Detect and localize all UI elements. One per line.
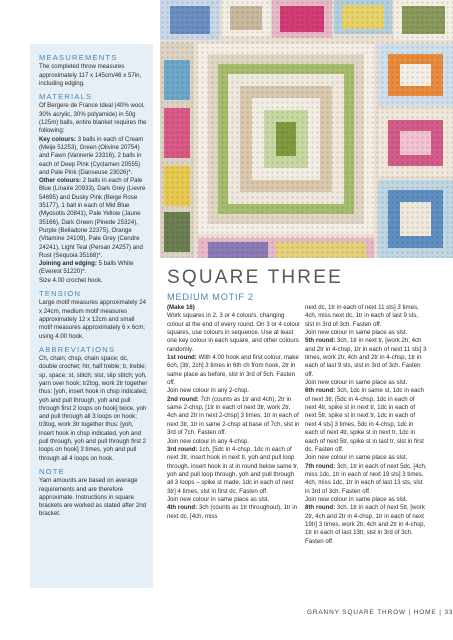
note-text: Yarn amounts are based on average requirements and are therefore approximate. Instructions in square brackets are worked as stated after 2nd bracket. [39, 477, 147, 518]
pattern-info-sidebar [30, 44, 153, 588]
instructions-column-2 [305, 304, 427, 546]
round-5: 5th round: 3ch, 1tr in next tr, [work 2tr, 4ch and 2tr in 4-chsp, 1tr in each of next 11 sts] 3 times, work 2tr, 4ch and 2tr in 4-chsp, 1tr in each of last 9 sts, slst in 3rd of 3ch. Fasten off. [305, 337, 427, 378]
abbreviations-heading: ABBREVIATIONS [39, 344, 116, 354]
round-8: 8th round: 3ch, 1tr in each of next 5tr, [work 2tr, 4ch and 2tr in 4-chsp, 1tr in each of next 19tr] 3 times, work 2tr, 4ch and 2tr in 4-chsp, 1tr in each of last 13tr, slst in 3rd of 3ch. [305, 504, 426, 537]
round-7: 7th round: 3ch, 1tr in each of next 5dc, [4ch, miss 1dc, 1tr in each of next 19 sts] 3 times, 4ch, miss 1dc, 1tr in each of last 13 sts, slst in 3rd of 3ch. Fasten off. [305, 462, 427, 495]
joining-label: Joining and edging: [39, 260, 97, 268]
measurements-text: The completed throw measures approximately 117 x 145cm/46 x 57in, including edging. [39, 63, 142, 87]
key-colours-text: 3 balls in each of Cream (Meije 51253), Green (Olivine 20754) and Fawn (Vannerie 23316), 2 balls in each of Deep Pink (Cyclamen 20555) and Pale Pink (Danseuse 23026)*. [39, 135, 144, 176]
other-colours-text: 2 balls in each of Pale Blue (Linaire 20933), Dark Grey (Lievre 54695) and Dusky Pink (Beige Rose 35177), 1 ball in each of Mid Blue (Myosotis 20841), Pale Yellow (Jaune 35166), Dark Green (Pinede 25324), Purple (Belladone 22375), Orange (Vitamine 24109), Pale Grey (Cendre 24241), Light Teal (Persan 24257) and Rust (Sequoia 35168)*. [39, 177, 146, 259]
article-subtitle: MEDIUM MOTIF 2 [167, 292, 254, 302]
article-title: SQUARE THREE [167, 267, 343, 288]
join-instruction: Join new colour in any 4-chsp. [167, 437, 249, 445]
round-3: 3rd round: 1ch, [5dc in 4-chsp, 1dc in each of next 3tr, insert hook in next tr, yoh and pull loop through, insert hook in st in round below same tr, yoh and pull loop through, yoh and pull through all 3 loops – spike st made, 1dc in each of next 3tr] 4 times, slst in first dc. Fasten off. [167, 445, 299, 495]
tension-text: Large motif measures approximately 24 x 24cm, medium motif measures approximately 12 x 12cm and small motif measures approximately 6 x 6cm; using 4.00 hook. [39, 299, 147, 340]
join-instruction: Join new colour in same place as slst. [305, 379, 408, 387]
note-heading: NOTE [39, 466, 65, 476]
round-1: 1st round: With 4.00 hook and first colour, make 6ch, [3tr, 2ch] 3 times in 6th ch from hook, 2tr in same place as before, slst in 3rd of 5ch. Fasten off. [167, 354, 299, 387]
fasten-off: Fasten off. [305, 537, 334, 545]
join-instruction: Join new colour in same place as slst. [305, 454, 408, 462]
hook-size: Size 4.00 crochet hook. [39, 276, 103, 284]
crochet-throw-photo [160, 0, 453, 258]
joining-text: 5 balls White (Everest 51220)*. [39, 260, 134, 276]
page-footer: GRANNY SQUARE THROW | HOME | 33 [307, 609, 453, 616]
join-instruction: Join new colour in any 2-chsp. [167, 387, 249, 395]
intro-text: Work squares in 2, 3 or 4 colours, changing colour at the end of every round. On 3 or 4 colour squares, use colours in sequence. Use at least one key colour in each square, and other colours randomly. [167, 312, 301, 353]
round-2: 2nd round: 7ch (counts as 1tr and 4ch), 2tr in same 2-chsp, [1tr in each of next 3tr, work 2tr, 4ch and 2tr in next 2-chsp] 3 times, 1tr in each of next 3tr, 1tr in same 2-chsp at base of 7ch, slst in 3rd of 7ch. Fasten off. [167, 395, 300, 437]
round-4: 4th round: 3ch (counts as 1tr throughout), 1tr in next dc, [4ch, miss [167, 504, 298, 520]
round-4-continued: next dc, 1tr in each of next 11 sts] 3 times, 4ch, miss next dc, 1tr in each of last 9 sts, slst in 3rd of 3ch. Fasten off. [305, 304, 419, 328]
join-instruction: Join new colour in same place as slst. [305, 495, 408, 503]
round-6: 6th round: 3ch, 1dc in same st, 1dc in each of next 3tr, [5dc in 4-chsp, 1dc in each of next 4tr, spike st in next tr, 1dc in each of next 5tr, spike st in next tr, 1dc in each of next 4 sts] 3 times, 5dc in 4-chsp, 1dc in each of next 4tr, spike st in next tr, 1dc in each of next 5tr, spike st in last tr, slst in first dc. Fasten off. [305, 387, 424, 453]
join-instruction: Join new colour in same place as slst. [167, 495, 270, 503]
other-colours-label: Other colours: [39, 177, 81, 185]
key-colours-label: Key colours: [39, 135, 76, 143]
abbreviations-text: Ch, chain; chsp, chain space; dc, double crochet; htr, half treble; tr, treble; sp, space; st, stitch; slst, slip stitch; yoh, yarn over hook; tr2tog, work 2tr together thus: [yoh, insert hook in chsp indicated, yoh and pull through, yoh and pull through first 2 loops on hook] twice, yoh and pull through all 3 loops on hook; tr3tog, work 3tr together thus: [yoh, insert hook in chsp indicated, yoh and pull through, yoh and pull through first 2 loops on hook] 3 times, yoh and pull through all 4 loops on hook. [39, 355, 148, 462]
tension-heading: TENSION [39, 289, 82, 299]
instructions-column-1 [167, 304, 301, 521]
make-count: (Make 16) [167, 304, 195, 311]
join-instruction: Join new colour in same place as slst. [305, 329, 408, 337]
materials-intro: Of Bergere de France Ideal (40% wool, 30% acrylic, 30% polyamide) in 50g (125m) balls, entire blanket requires the following: Key colours: 3 balls in each of Cream (Meije 51253), Green (Olivine 20754) and Fawn (Vannerie 23316), 2 balls in each of Deep Pink (Cyclamen 20555) and Pale Pink (Danseuse 23026)*. Other colours: 2 balls in each of Pale Blue (Linaire 20933), Dark Grey (Lievre 54695) and Dusky Pink (Beige Rose 35177), 1 ball in each of Mid Blue (Myosotis 20841), Pale Yellow (Jaune 35166), Dark Green (Pinede 25324), Purple (Belladone 22375), Orange (Vitamine 24109), Pale Grey (Cendre 24241), Light Teal (Persan 24257) and Rust (Sequoia 35168)*. Joining and edging: 5 balls White (Everest 51220)*. Size 4.00 crochet hook. [39, 102, 147, 284]
measurements-heading: MEASUREMENTS [39, 53, 118, 62]
materials-heading: MATERIALS [39, 92, 93, 102]
